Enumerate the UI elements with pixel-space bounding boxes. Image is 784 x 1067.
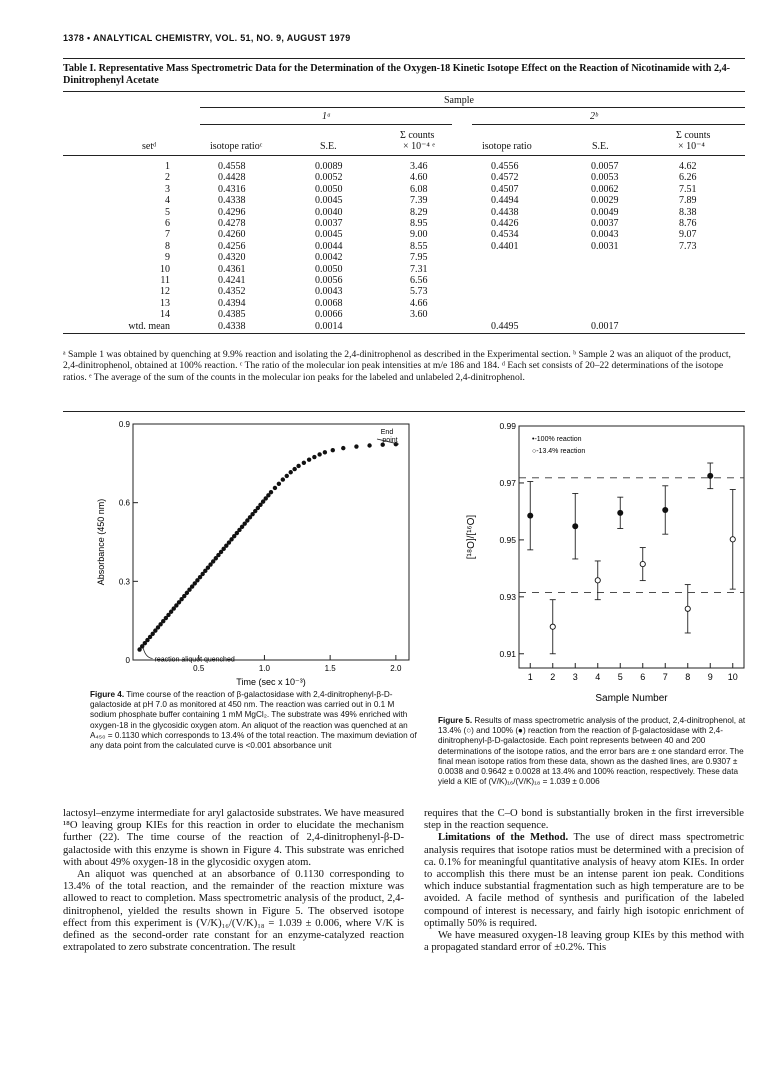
- x-tick-label: 1.5: [324, 664, 336, 673]
- plot-frame: [133, 424, 409, 660]
- cell-se2: 0.0037: [591, 218, 619, 229]
- cell-se1: 0.0050: [315, 183, 343, 195]
- data-point: [285, 474, 289, 478]
- cell-ratio1: 0.4296: [218, 206, 246, 218]
- col-header-ratio2: isotope ratio: [482, 141, 532, 152]
- footnote-rule: [63, 411, 745, 412]
- data-point: [354, 444, 358, 448]
- table-title: Table I. Representative Mass Spectrometric Data for the Determination of the Oxygen-18 Kinetic Isotope Effect on the Reaction of Nicotinamide with 2,4-Dinitrophenyl Acetate: [63, 63, 731, 86]
- cell-se1: 0.0052: [315, 172, 343, 184]
- x-tick-label: 7: [662, 672, 668, 682]
- cell-ratio1: 0.4316: [218, 183, 246, 195]
- cell-se2: 0.0043: [591, 229, 619, 241]
- cell-set: 3: [165, 183, 170, 195]
- legend-item-13: ○-13.4% reaction: [532, 448, 586, 455]
- x-axis-label: Time (sec x 10⁻³): [236, 677, 306, 687]
- figure-5-caption-text: Results of mass spectrometric analysis of the product, 2,4-dinitrophenol, at 13.4% (○) and 100% (●) reaction from the reaction of β-galactosidase with 2,4-dinitrophenyl-β-D-galactoside. Each point represents between 40 and 200 determinations of the isotope ratios, and the error bars are ± one standard error. The final mean isotope ratios from these data, shown as the dashed lines, are 0.9307 ± 0.0038 and 0.9642 ± 0.0028 at 13.4% and 100% reaction, respectively. These data yield a KIE of (V/K)₁₆/(V/K)₁₈ = 1.039 ± 0.006: [438, 716, 746, 787]
- cell-counts1: 7.95: [410, 252, 428, 264]
- data-point-100: [662, 507, 668, 513]
- data-point: [289, 470, 293, 474]
- cell-counts1: 4.66: [410, 297, 428, 309]
- y-tick-label: 0.95: [499, 534, 516, 545]
- data-point: [269, 490, 273, 494]
- cell-counts1: 8.55: [410, 240, 428, 252]
- col-header-counts2-unit: × 10⁻⁴: [678, 141, 705, 152]
- col-header-counts1-unit: × 10⁻⁴ ᵉ: [403, 141, 435, 152]
- figure-4-chart: [90, 418, 420, 690]
- cell-ratio2: 0.4495: [491, 320, 519, 332]
- left-column-text: [63, 808, 404, 954]
- col-header-se2: S.E.: [592, 141, 609, 152]
- cell-ratio2: 0.4438: [491, 206, 519, 218]
- table-bottom-rule: [63, 333, 745, 334]
- cell-set: 6: [165, 218, 170, 229]
- cell-counts2: 6.26: [679, 172, 697, 184]
- data-point: [296, 464, 300, 468]
- right-paragraph-1: requires that the C–O bond is substantially broken in the first irreversible step in the reaction sequence.: [424, 808, 744, 832]
- cell-se2: 0.0029: [591, 195, 619, 207]
- x-tick-label: 0.5: [193, 664, 205, 673]
- group2-label: 2ᵇ: [590, 111, 598, 122]
- data-point-13: [640, 561, 645, 566]
- y-tick-label: 0: [125, 656, 130, 665]
- legend-item-100: •-100% reaction: [532, 436, 582, 443]
- x-tick-label: 4: [595, 672, 601, 682]
- cell-counts1: 3.46: [410, 161, 428, 172]
- cell-set: 13: [160, 297, 170, 309]
- cell-set: wtd. mean: [128, 320, 170, 332]
- data-point: [312, 455, 316, 459]
- cell-se1: 0.0045: [315, 195, 343, 207]
- x-tick-label: 2: [550, 672, 556, 682]
- figure-5-caption: [438, 716, 750, 787]
- cell-ratio1: 0.4260: [218, 229, 246, 241]
- cell-se1: 0.0040: [315, 206, 343, 218]
- cell-se1: 0.0044: [315, 240, 343, 252]
- figure-5-chart: [446, 418, 751, 713]
- cell-counts2: 9.07: [679, 229, 697, 241]
- data-point: [331, 448, 335, 452]
- cell-se1: 0.0014: [315, 320, 343, 332]
- group2-rule: [472, 124, 745, 125]
- running-header: 1378 • ANALYTICAL CHEMISTRY, VOL. 51, NO. 9, AUGUST 1979: [63, 33, 351, 43]
- cell-ratio2: 0.4507: [491, 183, 519, 195]
- data-point: [317, 452, 321, 456]
- cell-se1: 0.0043: [315, 286, 343, 298]
- table-head-rule: [63, 91, 745, 92]
- col-header-set: setᵈ: [142, 141, 157, 152]
- data-point: [292, 467, 296, 471]
- x-tick-label: 9: [707, 672, 713, 682]
- column-header-rule: [63, 155, 745, 156]
- cell-se1: 0.0089: [315, 161, 343, 172]
- cell-ratio2: 0.4534: [491, 229, 519, 241]
- cell-ratio1: 0.4278: [218, 218, 246, 229]
- cell-ratio1: 0.4338: [218, 195, 246, 207]
- cell-set: 7: [165, 229, 170, 241]
- cell-counts2: 8.76: [679, 218, 697, 229]
- cell-set: 5: [165, 206, 170, 218]
- cell-ratio2: 0.4556: [491, 161, 519, 172]
- cell-counts1: 3.60: [410, 309, 428, 321]
- y-axis-label: [¹⁸O]/[¹⁶O]: [466, 514, 477, 560]
- cell-set: 1: [165, 161, 170, 172]
- figure-4-label: Figure 4.: [90, 690, 125, 699]
- x-tick-label: 1.0: [258, 664, 270, 673]
- table-footnotes: ᵃ Sample 1 was obtained by quenching at 9.9% reaction and isolating the 2,4-dinitrophenol as described in the Experimental section. ᵇ Sample 2 was an aliquot of the product, 2,4-dinitrophenol, obtained at 100% reaction. ᶜ The ratio of the molecular ion peak intensities at m/e 186 and 184. ᵈ Each set consists of 20–22 determinations of the isotope ratios. ᵉ The average of the sum of the counts in the molecular ion peaks for the labeled and unlabeled 2,4-dinitrophenol.: [63, 349, 731, 383]
- left-paragraph-1: lactosyl–enzyme intermediate for aryl galactoside substrates. We have measured ¹⁸O leaving group KIEs for this reaction in order to elucidate the mechanism further (22). The time course of the reaction of 2,4-dinitrophenyl-β-D-galactoside with this enzyme is shown in Figure 4. This substrate was enriched with about 49% oxygen-18 in the glycosidic oxygen atom.: [63, 808, 404, 868]
- cell-ratio1: 0.4394: [218, 297, 246, 309]
- x-tick-label: 2.0: [390, 664, 402, 673]
- sample-label: Sample: [444, 95, 474, 106]
- figure-4-caption-text: Time course of the reaction of β-galactosidase with 2,4-dinitrophenyl-β-D-galactoside at pH 7.0 as monitored at 450 nm. The reaction was carried out in 0.1 M sodium phosphate buffer containing 1 mM MgCl₂. The substrate was 49% enriched with oxygen-18 in the glycosidic oxygen atom. An aliquot of the reaction was quenched at an A₄₅₀ = 0.1130 which corresponds to 13.4% of the total reaction. The maximum deviation of any data point from the calculated curve is <0.001 absorbance unit: [90, 690, 417, 751]
- right-paragraph-2: [424, 832, 744, 930]
- figure-5-label: Figure 5.: [438, 716, 473, 725]
- data-point-13: [685, 606, 690, 611]
- col-header-counts2: Σ counts: [676, 130, 711, 141]
- cell-se2: 0.0053: [591, 172, 619, 184]
- data-point-13: [730, 537, 735, 542]
- data-point: [323, 450, 327, 454]
- group1-rule: [200, 124, 452, 125]
- cell-se1: 0.0045: [315, 229, 343, 241]
- cell-ratio2: 0.4401: [491, 240, 519, 252]
- cell-set: 12: [160, 286, 170, 298]
- cell-ratio2: 0.4426: [491, 218, 519, 229]
- data-point: [367, 443, 371, 447]
- right-column-text: [424, 808, 744, 954]
- data-point: [341, 446, 345, 450]
- cell-ratio1: 0.4385: [218, 309, 246, 321]
- cell-set: 2: [165, 172, 170, 184]
- data-point-13: [595, 578, 600, 583]
- x-tick-label: 6: [640, 672, 646, 682]
- col-header-counts1: Σ counts: [400, 130, 435, 141]
- right-paragraph-2-text: The use of direct mass spectrometric analysis requires that isotope ratios must be determined with a precision of ca. 0.1% for meaningful quantitative analysis of heavy atom KIEs. In order to accomplish this there must be an intense parent ion peak. Conditions which induce substantial fragmentation such as high temperature are to be avoided. A facile method of synthesis and purification of the labeled compound of interest is necessary, and fairly high isotopic enrichment of optimally 50% is required.: [424, 832, 744, 929]
- cell-ratio1: 0.4338: [218, 320, 246, 332]
- cell-counts2: 8.38: [679, 206, 697, 218]
- data-point: [273, 486, 277, 490]
- cell-counts1: 9.00: [410, 229, 428, 241]
- x-tick-label: 8: [685, 672, 691, 682]
- group1-label: 1ᵃ: [322, 111, 331, 122]
- data-point-100: [527, 513, 533, 519]
- left-paragraph-2: An aliquot was quenched at an absorbance of 0.1130 corresponding to 13.4% of the total reaction, and the remainder of the reaction mixture was allowed to react to completion. Mass spectrometric analysis of the product, 2,4-dinitrophenol, yielded the results shown in Figure 5. The observed isotope effect from this experiment is (V/K)₁₆/(V/K)₁₈ = 1.039 ± 0.006, where V/K is defined as the second-order rate constant for an enzyme-catalyzed reaction extrapolated to zero substrate concentration. The result: [63, 869, 404, 954]
- cell-counts2: 7.73: [679, 240, 697, 252]
- sample-rule: [200, 107, 745, 108]
- cell-se2: 0.0049: [591, 206, 619, 218]
- cell-se1: 0.0042: [315, 252, 343, 264]
- y-tick-label: 0.91: [499, 648, 516, 659]
- cell-counts1: 4.60: [410, 172, 428, 184]
- cell-ratio1: 0.4320: [218, 252, 246, 264]
- cell-se1: 0.0050: [315, 263, 343, 275]
- cell-counts1: 8.29: [410, 206, 428, 218]
- cell-ratio1: 0.4361: [218, 263, 246, 275]
- end-point-label-1: End: [380, 429, 394, 436]
- cell-set: 11: [160, 275, 170, 286]
- cell-counts1: 7.31: [410, 263, 428, 275]
- y-axis-label: Absorbance (450 nm): [96, 498, 106, 586]
- y-tick-label: 0.9: [118, 420, 130, 429]
- x-tick-label: 1: [527, 672, 533, 682]
- cell-counts1: 6.56: [410, 275, 428, 286]
- cell-se2: 0.0057: [591, 161, 619, 172]
- cell-ratio1: 0.4256: [218, 240, 246, 252]
- cell-ratio1: 0.4241: [218, 275, 246, 286]
- col-header-se1: S.E.: [320, 141, 337, 152]
- cell-set: 14: [160, 309, 170, 321]
- data-point-100: [617, 510, 623, 516]
- cell-counts2: 7.51: [679, 183, 697, 195]
- cell-ratio1: 0.4428: [218, 172, 246, 184]
- cell-ratio1: 0.4352: [218, 286, 246, 298]
- cell-set: 9: [165, 252, 170, 264]
- cell-se2: 0.0017: [591, 320, 619, 332]
- data-point-13: [550, 624, 555, 629]
- cell-se2: 0.0062: [591, 183, 619, 195]
- section-heading: Limitations of the Method.: [438, 832, 569, 844]
- cell-counts1: 8.95: [410, 218, 428, 229]
- x-tick-label: 10: [727, 672, 738, 682]
- right-paragraph-3: We have measured oxygen-18 leaving group KIEs by this method with a propagated standard error of ±0.2%. This: [424, 930, 744, 954]
- cell-set: 4: [165, 195, 170, 207]
- cell-set: 8: [165, 240, 170, 252]
- quench-label: reaction aliquot quenched: [154, 656, 235, 664]
- cell-ratio1: 0.4558: [218, 161, 246, 172]
- cell-se2: 0.0031: [591, 240, 619, 252]
- y-tick-label: 0.97: [499, 477, 516, 488]
- x-tick-label: 3: [572, 672, 578, 682]
- cell-se1: 0.0037: [315, 218, 343, 229]
- data-point: [277, 482, 281, 486]
- y-tick-label: 0.6: [118, 498, 130, 508]
- data-point-100: [572, 523, 578, 529]
- y-tick-label: 0.93: [499, 591, 516, 602]
- y-tick-label: 0.99: [499, 421, 516, 431]
- data-point: [302, 461, 306, 465]
- end-point-label-2: point: [382, 437, 398, 444]
- cell-set: 10: [160, 263, 170, 275]
- cell-ratio2: 0.4572: [491, 172, 519, 184]
- col-header-ratio1: isotope ratioᶜ: [210, 141, 263, 152]
- cell-ratio2: 0.4494: [491, 195, 519, 207]
- table-top-rule: [63, 58, 745, 59]
- y-tick-label: 0.3: [118, 577, 130, 587]
- cell-se1: 0.0056: [315, 275, 343, 286]
- figure-4-caption: [90, 690, 420, 751]
- data-point: [281, 477, 285, 481]
- x-axis-label: Sample Number: [595, 693, 668, 704]
- cell-counts2: 7.89: [679, 195, 697, 207]
- cell-se1: 0.0066: [315, 309, 343, 321]
- cell-counts1: 7.39: [410, 195, 428, 207]
- x-tick-label: 5: [617, 672, 623, 682]
- cell-se1: 0.0068: [315, 297, 343, 309]
- data-point-100: [707, 473, 713, 479]
- cell-counts2: 4.62: [679, 161, 697, 172]
- cell-counts1: 6.08: [410, 183, 428, 195]
- cell-counts1: 5.73: [410, 286, 428, 298]
- data-point: [307, 457, 311, 461]
